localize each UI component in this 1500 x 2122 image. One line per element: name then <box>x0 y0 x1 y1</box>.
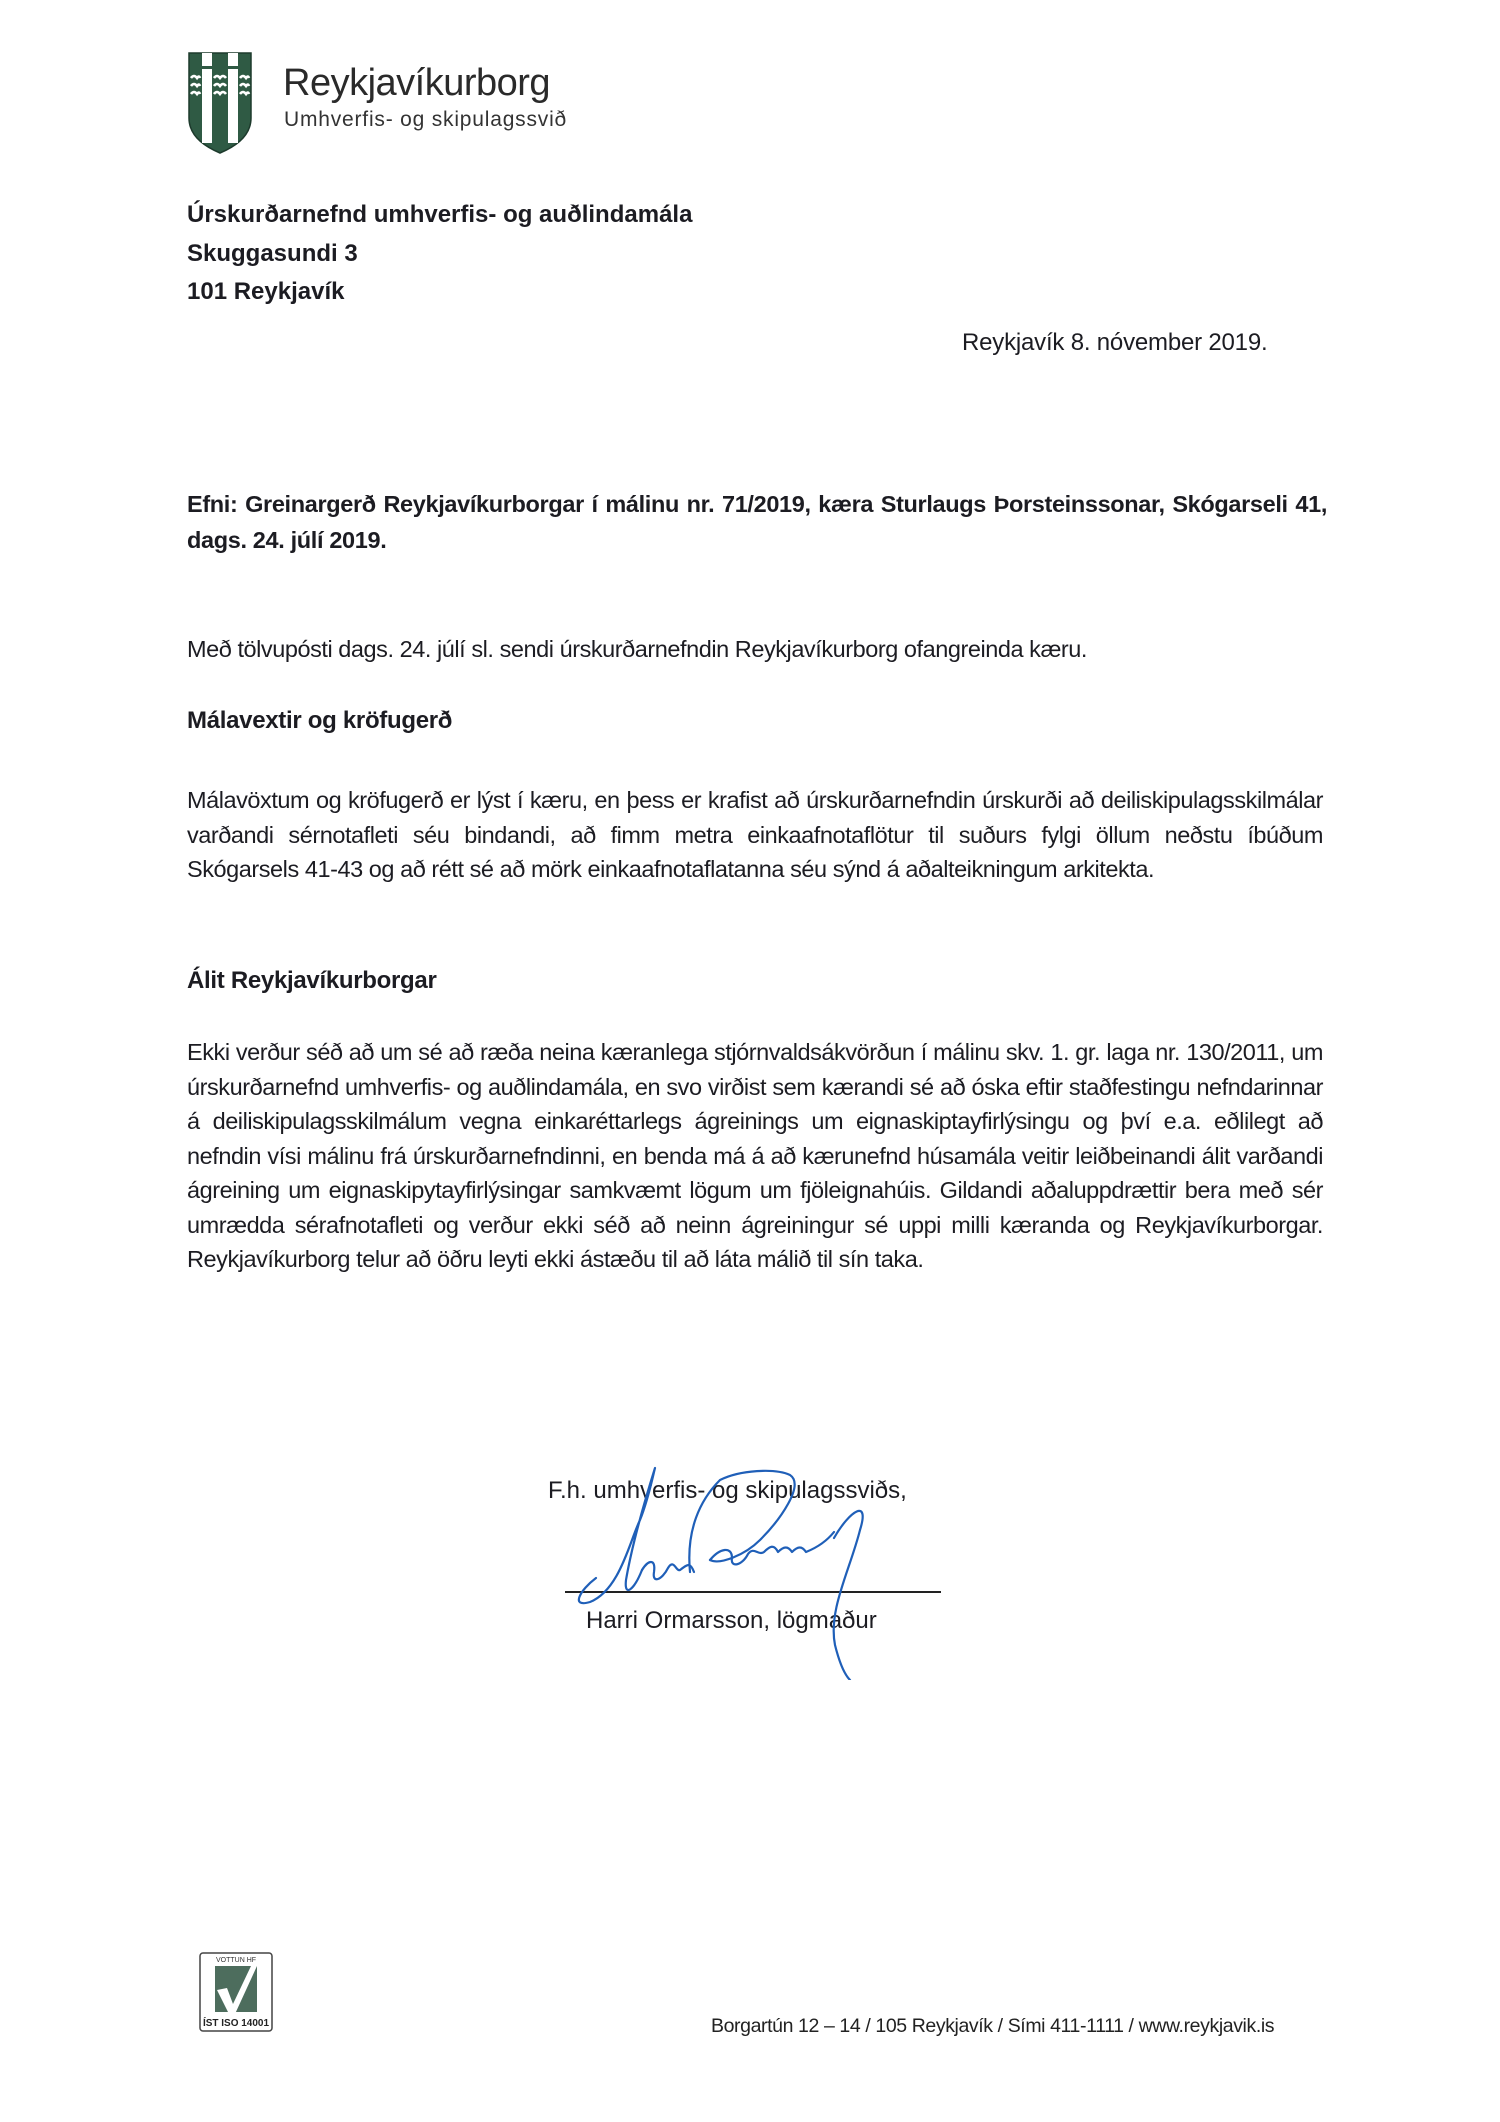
signature-closing: F.h. umhverfis- og skipulagssviðs, <box>548 1477 907 1504</box>
svg-text:VOTTUN HF: VOTTUN HF <box>215 1957 257 1964</box>
iso-certification-badge-icon <box>199 1952 273 2032</box>
signatory-name: Harri Ormarsson, lögmaður <box>586 1607 877 1634</box>
footer-contact-info: Borgartún 12 – 14 / 105 Reykjavík / Sími 411-1111 / www.reykjavik.is <box>711 2015 1275 2037</box>
section-body-opinion: Ekki verður séð að um sé að ræða neina kæranlega stjórnvaldsákvörðun í málinu skv. 1. gr. laga nr. 130/2011, um úrskurðarnefnd umhverfis- og auðlindamála, en svo virðist sem kærandi sé að óska eftir staðfestingu nefndarinnar á deiliskipulagsskilmálum vegna einkaréttarlegs ágreinings um eignaskiptayfirlýsingu og því e.a. eðlilegt að nefndin vísi málinu frá úrskurðarnefndinni, en benda má á að kærunefnd húsamála veitir leiðbeinandi álit varðandi ágreining um eignaskipytayfirlýsingar samkvæmt lögum um fjöleignahúis. Gildandi aðaluppdrættir bera með sér umrædda sérafnotafleti og verður ekki séð að neinn ágreiningur sé uppi milli kæranda og Reykjavíkurborgar. Reykjavíkurborg telur að öðru leyti ekki ástæðu til að láta málið til sín taka. <box>187 1039 1323 1272</box>
intro-paragraph: Með tölvupósti dags. 24. júlí sl. sendi úrskurðarnefndin Reykjavíkurborg ofangreinda kæru. <box>187 636 1088 662</box>
handwritten-signature-icon <box>560 1450 980 1680</box>
section-heading-opinion: Álit Reykjavíkurborgar <box>187 967 437 994</box>
organization-name: Reykjavíkurborg <box>283 62 551 104</box>
letter-date: Reykjavík 8. nóvember 2019. <box>962 329 1268 356</box>
coat-of-arms-icon <box>188 52 252 154</box>
recipient-street: Skuggasundi 3 <box>187 240 358 267</box>
recipient-name: Úrskurðarnefnd umhverfis- og auðlindamála <box>187 201 693 228</box>
section-body-facts: Málavöxtum og kröfugerð er lýst í kæru, en þess er krafist að úrskurðarnefndin úrskurði að deiliskipulagsskilmálar varðandi sérnotafleti séu bindandi, að fimm metra einkaafnotaflötur til suðurs fylgi öllum neðstu íbúðum Skógarsels 41-43 og að rétt sé að mörk einkaafnotaflatanna séu sýnd á aðalteikningum arkitekta. <box>187 787 1323 882</box>
department-name: Umhverfis- og skipulagssvið <box>284 108 568 131</box>
subject-line: Efni: Greinargerð Reykjavíkurborgar í málinu nr. 71/2019, kæra Sturlaugs Þorsteinssonar, Skógarseli 41, dags. 24. júlí 2019. <box>187 491 1327 553</box>
svg-text:ÍST ISO 14001: ÍST ISO 14001 <box>203 2017 273 2029</box>
section-heading-facts: Málavextir og kröfugerð <box>187 707 453 734</box>
recipient-city: 101 Reykjavík <box>187 278 345 305</box>
